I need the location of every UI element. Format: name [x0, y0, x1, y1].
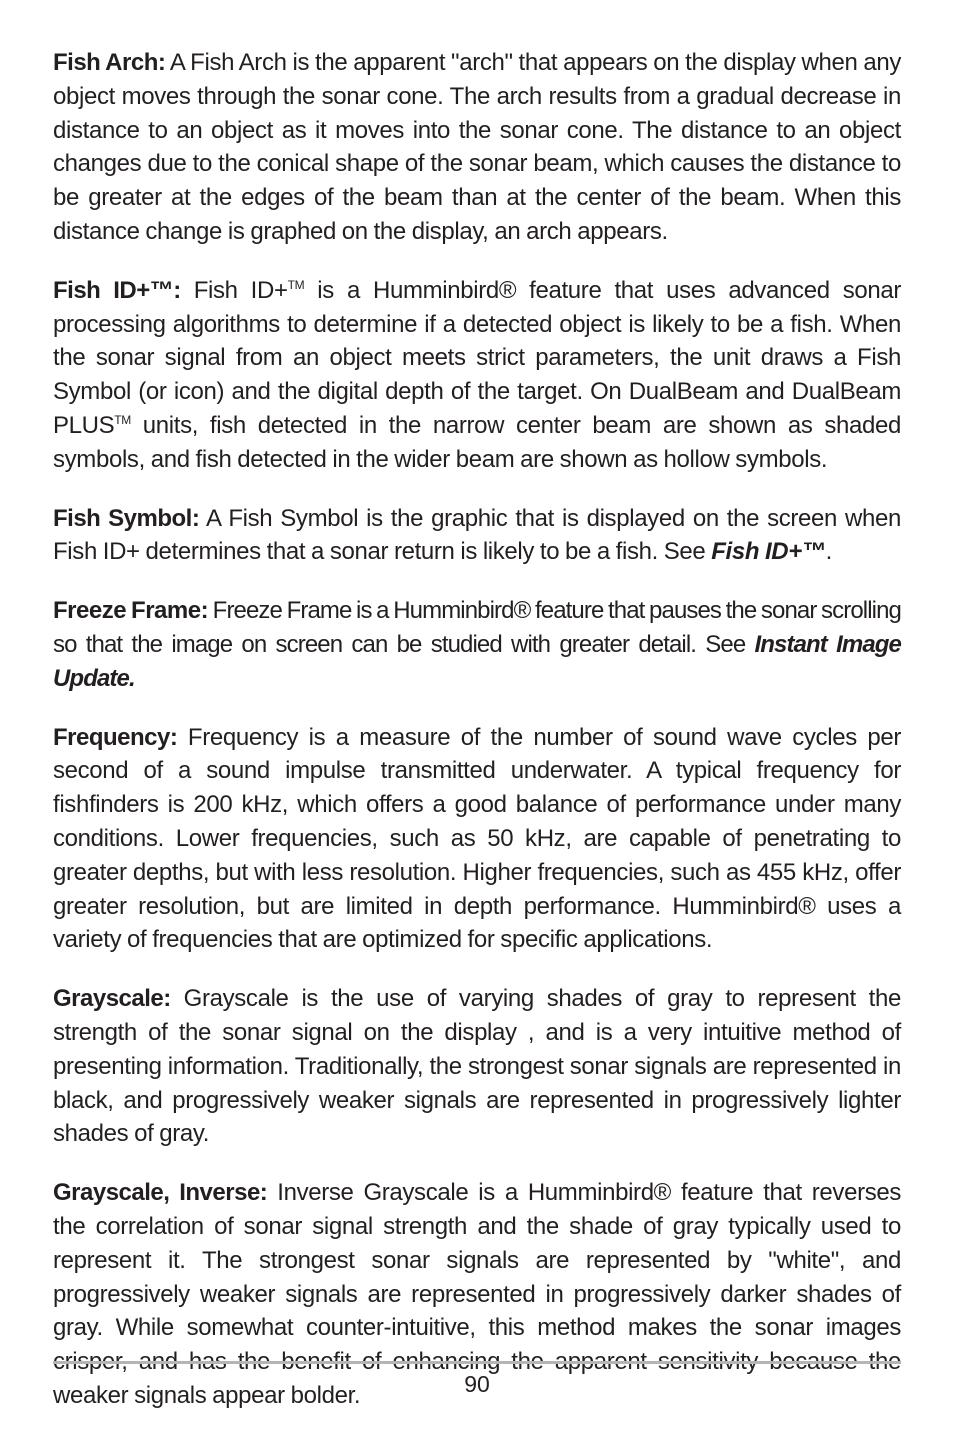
glossary-definition: Freeze Frame is a Humminbird® feature that pauses the sonar scrolling so that the image on screen can be studied with greater detail. See [53, 597, 901, 658]
trademark-mark: TM [287, 277, 305, 292]
glossary-entry-fish-id [53, 274, 901, 477]
glossary-term: Fish Symbol: [53, 504, 200, 532]
footer-divider [53, 1361, 901, 1364]
glossary-entry-fish-symbol [53, 502, 901, 570]
glossary-entry-fish-arch [53, 46, 901, 249]
glossary-entry-grayscale [53, 982, 901, 1151]
cross-reference: Instant Image Update. [53, 630, 901, 692]
glossary-definition: Grayscale is the use of varying shades of gray to represent the strength of the sonar signal on the display , and is a very intuitive method of presenting information. Traditionally, the strongest sonar signals are represented in black, and progressively weaker signals are represented in progressively lighter shades of gray. [53, 985, 901, 1148]
glossary-entry-freeze-frame [53, 594, 901, 695]
glossary-definition-continued: units, fish detected in the narrow center beam are shown as shaded symbols, and fish detected in the wider beam are shown as hollow symbols. [53, 411, 901, 473]
glossary-term: Grayscale: [53, 985, 171, 1013]
glossary-term: Frequency: [53, 723, 178, 751]
glossary-definition-continued: is a Humminbird® feature that uses advanced sonar processing algorithms to determine if a detected object is likely to be a fish. When the sonar signal from an object meets strict parameters, the unit draws a Fish Symbol (or icon) and the digital depth of the target. On DualBeam and DualBeam PLUS [53, 276, 902, 439]
page-number: 90 [464, 1371, 490, 1397]
cross-reference: Fish ID+™ [711, 538, 826, 566]
glossary-term: Freeze Frame: [53, 597, 209, 625]
trademark-mark: TM [114, 412, 131, 427]
glossary-definition: Fish ID+ [180, 276, 288, 304]
glossary-term: Fish Arch: [53, 49, 166, 76]
glossary-definition: A Fish Arch is the apparent "arch" that appears on the display when any object moves through the sonar cone. The arch results from a gradual decrease in distance to an object as it moves into the sonar cone. The distance to an object changes due to the conical shape of the sonar beam, which causes the distance to be greater at the edges of the beam than at the center of the beam. When this distance change is graphed on the display, an arch appears. [53, 49, 901, 245]
glossary-definition: A Fish Symbol is the graphic that is displayed on the screen when Fish ID+ determines that a sonar return is likely to be a fish. See [53, 504, 901, 566]
glossary-term: Grayscale, Inverse: [53, 1179, 268, 1207]
glossary-definition-end: . [825, 538, 832, 566]
glossary-definition: Frequency is a measure of the number of sound wave cycles per second of a sound impulse transmitted underwater. A typical frequency for fishfinders is 200 kHz, which offers a good balance of performance under many conditions. Lower frequencies, such as 50 kHz, are capable of penetrating to greater depths, but with less resolution. Higher frequencies, such as 455 kHz, offer greater resolution, but are limited in depth performance. Humminbird® uses a variety of frequencies that are optimized for specific applications. [53, 723, 901, 954]
glossary-term: Fish ID+™: [53, 276, 181, 304]
glossary-definition: Inverse Grayscale is a Humminbird® feature that reverses the correlation of sonar signal strength and the shade of gray typically used to represent it. The strongest sonar signals are represented by "white", and progressively weaker signals are represented in progressively darker shades of gray. While somewhat counter-intuitive, this method makes the sonar images crisper, and has the benefit of enhancing the apparent sensitivity because the weaker signals appear bolder. [53, 1179, 902, 1409]
glossary-entry-frequency [53, 721, 901, 958]
glossary-body [53, 46, 901, 1438]
